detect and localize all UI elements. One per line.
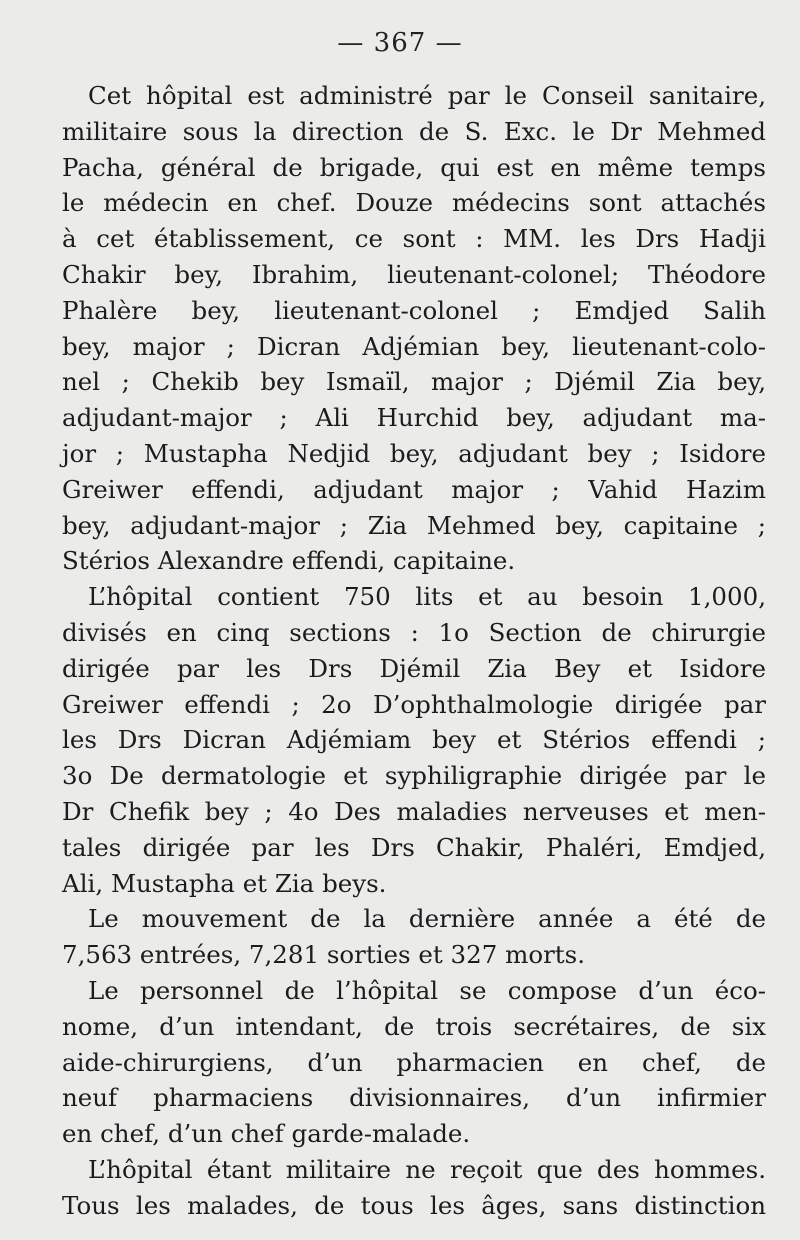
page-number: — 367 —	[337, 28, 463, 58]
text-line: Le personnel de l’hôpital se compose d’un éco-	[88, 975, 766, 1005]
text-line: Pacha, général de brigade, qui est en même temps	[62, 152, 766, 182]
text-line: Ali, Mustapha et Zia beys.	[62, 868, 387, 898]
text-line: Greiwer effendi ; 2o D’ophthalmologie dirigée par	[62, 689, 766, 719]
text-line: bey, major ; Dicran Adjémian bey, lieutenant-colo-	[62, 331, 766, 361]
text-line: jor ; Mustapha Nedjid bey, adjudant bey ; Isidore	[62, 438, 766, 468]
text-line: Tous les malades, de tous les âges, sans distinction	[62, 1190, 766, 1220]
text-line: Chakir bey, Ibrahim, lieutenant-colonel; Théodore	[62, 259, 766, 289]
text-line: Stérios Alexandre effendi, capitaine.	[62, 546, 516, 576]
text-line: L’hôpital étant militaire ne reçoit que des hommes.	[88, 1154, 766, 1184]
text-line: Cet hôpital est administré par le Conseil sanitaire,	[88, 81, 766, 110]
text-line: L’hôpital contient 750 lits et au besoin 1,000,	[88, 582, 766, 612]
text-line: aide-chirurgiens, d’un pharmacien en chef, de	[62, 1047, 766, 1077]
text-line: adjudant-major ; Ali Hurchid bey, adjudant ma-	[62, 403, 766, 433]
text-line: nome, d’un intendant, de trois secrétaires, de six	[62, 1011, 766, 1041]
text-line: Phalère bey, lieutenant-colonel ; Emdjed Salih	[62, 295, 766, 325]
text-line: militaire sous la direction de S. Exc. le Dr Mehmed	[62, 116, 766, 146]
text-line: tales dirigée par les Drs Chakir, Phaléri, Emdjed,	[62, 832, 766, 862]
text-line: 3o De dermatologie et syphiligraphie dirigée par le	[62, 761, 766, 791]
text-line: Dr Chefik bey ; 4o Des maladies nerveuses et men-	[62, 796, 766, 826]
text-line: à cet établissement, ce sont : MM. les Drs Hadji	[62, 224, 766, 254]
text-line: Le mouvement de la dernière année a été de	[88, 904, 766, 934]
text-line: en chef, d’un chef garde-malade.	[62, 1119, 471, 1149]
text-line: 7,563 entrées, 7,281 sorties et 327 morts.	[62, 940, 585, 970]
body-text	[62, 78, 766, 1224]
text-line: nel ; Chekib bey Ismaïl, major ; Djémil Zia bey,	[62, 367, 766, 397]
text-line: bey, adjudant-major ; Zia Mehmed bey, capitaine ;	[62, 510, 766, 540]
text-line: le médecin en chef. Douze médecins sont attachés	[62, 188, 766, 218]
text-line: les Drs Dicran Adjémiam bey et Stérios effendi ;	[62, 725, 766, 755]
text-line: Greiwer effendi, adjudant major ; Vahid Hazim	[62, 474, 766, 504]
text-line: divisés en cinq sections : 1o Section de chirurgie	[62, 617, 766, 647]
text-line: neuf pharmaciens divisionnaires, d’un infirmier	[62, 1083, 766, 1113]
text-line: dirigée par les Drs Djémil Zia Bey et Isidore	[62, 653, 766, 683]
